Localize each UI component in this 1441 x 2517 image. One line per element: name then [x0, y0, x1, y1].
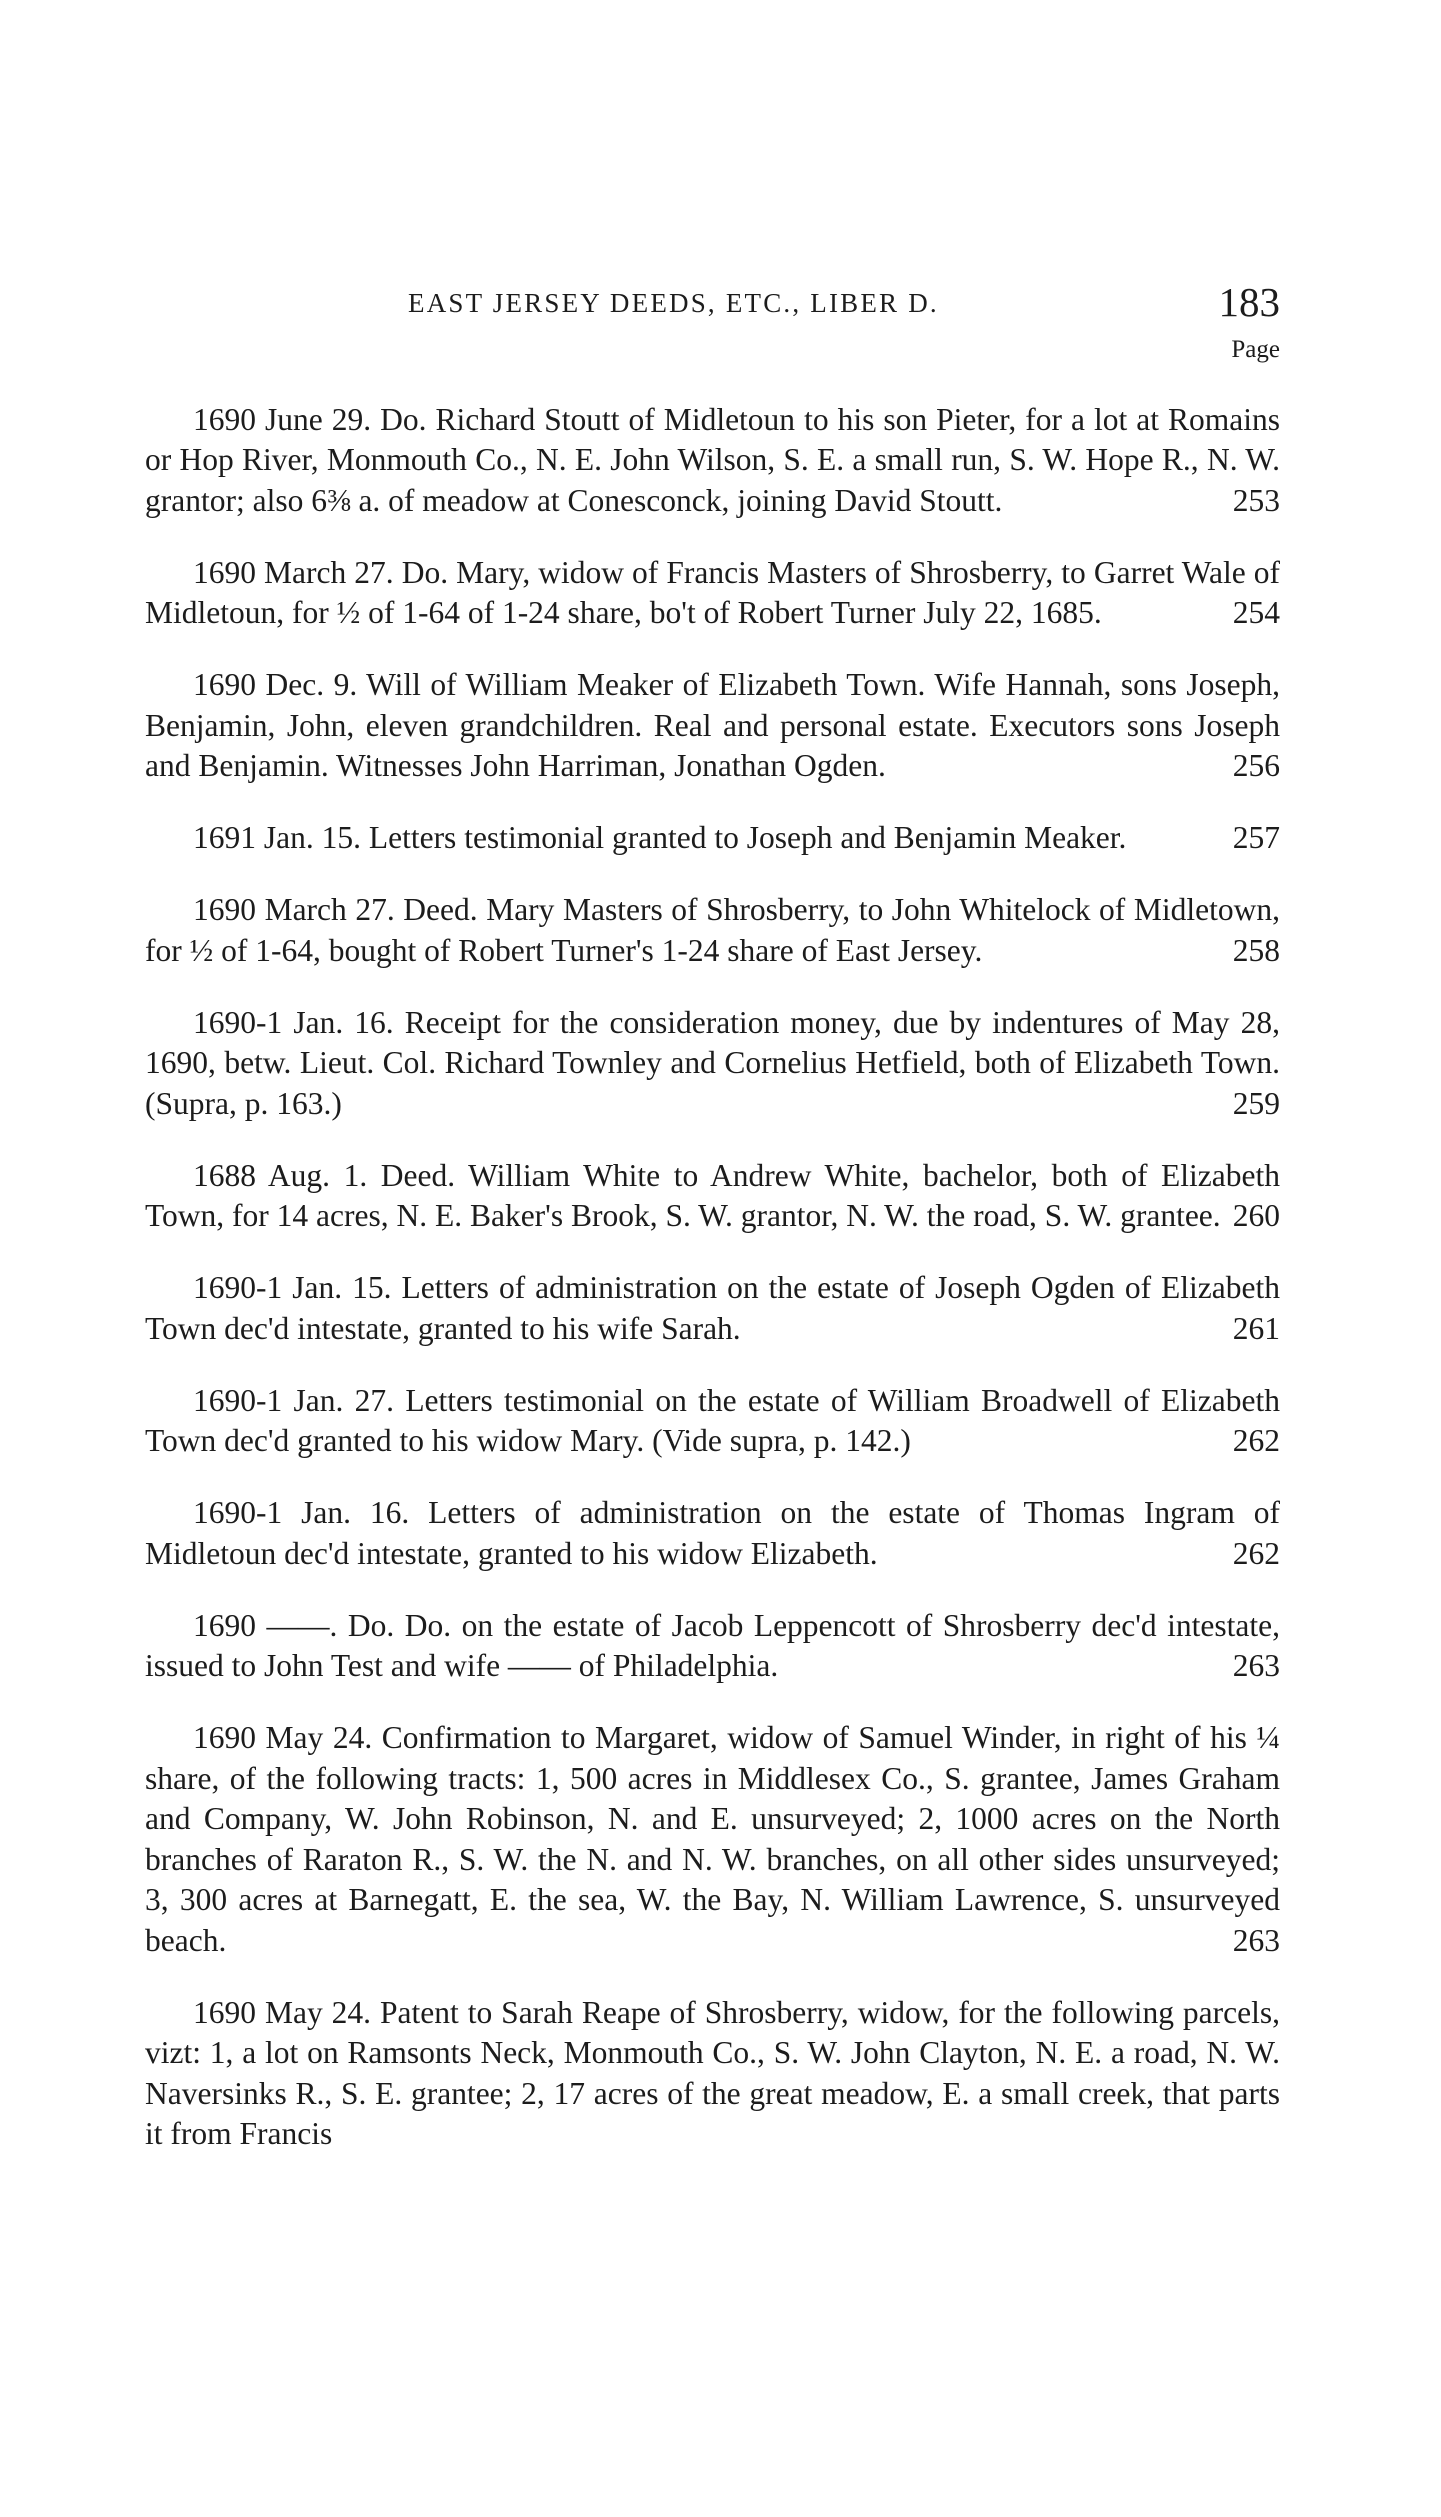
entry-text: 1690 Dec. 9. Will of William Meaker of Elizabeth Town. Wife Hannah, sons Joseph, Benjamin, John, eleven grandchildren. Real and personal estate. Executors sons Joseph and Benjamin. Witnesses John Harriman, Jonathan Ogden. [145, 667, 1280, 783]
entry-page-ref: 253 [1232, 482, 1280, 518]
entry-page-ref: 256 [1232, 748, 1280, 783]
entry-text: 1690 March 27. Deed. Mary Masters of Shrosberry, to John Whitelock of Midletown, for ½ of 1-64, bought of Robert Turner's 1-24 share of East Jersey. [145, 892, 1280, 968]
entry-text: 1690 May 24. Confirmation to Margaret, widow of Samuel Winder, in right of his ¼ share, of the following tracts: 1, 500 acres in Middlesex Co., S. grantee, James Graham and Company, W. John Robinson, N. and E. unsurveyed; 2, 1000 acres on the North branches of Raraton R., S. W. the N. and N. W. branches, on all other sides unsurveyed; 3, 300 acres at Barnegatt, E. the sea, W. the Bay, N. William Lawrence, S. unsurveyed beach. [145, 1720, 1280, 1958]
document-page [145, 278, 1280, 2162]
deed-entry [145, 400, 1280, 522]
entry-page-ref: 260 [1232, 1198, 1280, 1233]
entry-text: 1690-1 Jan. 16. Receipt for the consideration money, due by indentures of May 28, 1690, betw. Lieut. Col. Richard Townley and Cornelius Hetfield, both of Elizabeth Town. (Supra, p. 163.) [145, 1004, 1280, 1121]
entry-page-ref: 257 [1232, 820, 1280, 855]
entry-page-ref: 262 [1232, 1535, 1280, 1571]
entry-page-ref: 258 [1232, 932, 1280, 968]
entry-page-ref: 259 [1232, 1085, 1280, 1121]
entry-text: 1690 ——. Do. Do. on the estate of Jacob Leppencott of Shrosberry dec'd intestate, issued to John Test and wife —— of Philadelphia. [145, 1607, 1280, 1683]
entry-page-ref: 254 [1232, 595, 1280, 630]
deed-entry [145, 1268, 1280, 1349]
entry-page-ref: 261 [1232, 1310, 1280, 1346]
deed-entry [145, 1718, 1280, 1961]
entry-text: 1691 Jan. 15. Letters testimonial granted to Joseph and Benjamin Meaker. [193, 820, 1127, 855]
entry-text: 1688 Aug. 1. Deed. William White to Andrew White, bachelor, both of Elizabeth Town, for 14 acres, N. E. Baker's Brook, S. W. grantor, N. W. the road, S. W. grantee. [145, 1157, 1280, 1233]
deed-entry [145, 818, 1280, 859]
deed-entry [145, 553, 1280, 634]
deed-entries [145, 400, 1280, 2155]
entry-page-ref: 262 [1232, 1423, 1280, 1458]
deed-entry [145, 1606, 1280, 1687]
deed-entry [145, 1993, 1280, 2155]
running-title: EAST JERSEY DEEDS, ETC., LIBER D. [408, 288, 939, 318]
entry-text: 1690-1 Jan. 15. Letters of administration on the estate of Joseph Ogden of Elizabeth Town dec'd intestate, granted to his wife Sarah. [145, 1270, 1280, 1346]
page-column-label: Page [1231, 336, 1280, 363]
deed-entry [145, 1156, 1280, 1237]
entry-text: 1690-1 Jan. 16. Letters of administration on the estate of Thomas Ingram of Midletoun dec'd intestate, granted to his widow Elizabeth. [145, 1495, 1280, 1571]
deed-entry [145, 890, 1280, 971]
entry-text: 1690 May 24. Patent to Sarah Reape of Shrosberry, widow, for the following parcels, vizt: 1, a lot on Ramsonts Neck, Monmouth Co., S. W. John Clayton, N. E. a road, N. W. Naversinks R., S. E. grantee; 2, 17 acres of the great meadow, E. a small creek, that parts it from Francis [145, 1994, 1280, 2151]
entry-text: 1690 June 29. Do. Richard Stoutt of Midletoun to his son Pieter, for a lot at Romains or Hop River, Monmouth Co., N. E. John Wilson, S. E. a small run, S. W. Hope R., N. W. grantor; also 6⅜ a. of meadow at Conesconck, joining David Stoutt. [145, 401, 1280, 518]
deed-entry [145, 1493, 1280, 1574]
running-head [145, 278, 1280, 338]
deed-entry [145, 1381, 1280, 1462]
page-number: 183 [1218, 279, 1280, 325]
deed-entry [145, 665, 1280, 787]
entry-text: 1690 March 27. Do. Mary, widow of Francis Masters of Shrosberry, to Garret Wale of Midletoun, for ½ of 1-64 of 1-24 share, bo't of Robert Turner July 22, 1685. [145, 554, 1280, 630]
deed-entry [145, 1003, 1280, 1125]
entry-text: 1690-1 Jan. 27. Letters testimonial on the estate of William Broadwell of Elizabeth Town dec'd granted to his widow Mary. (Vide supra, p. 142.) [145, 1382, 1280, 1458]
entry-page-ref: 263 [1232, 1648, 1280, 1683]
entry-page-ref: 263 [1232, 1922, 1280, 1958]
